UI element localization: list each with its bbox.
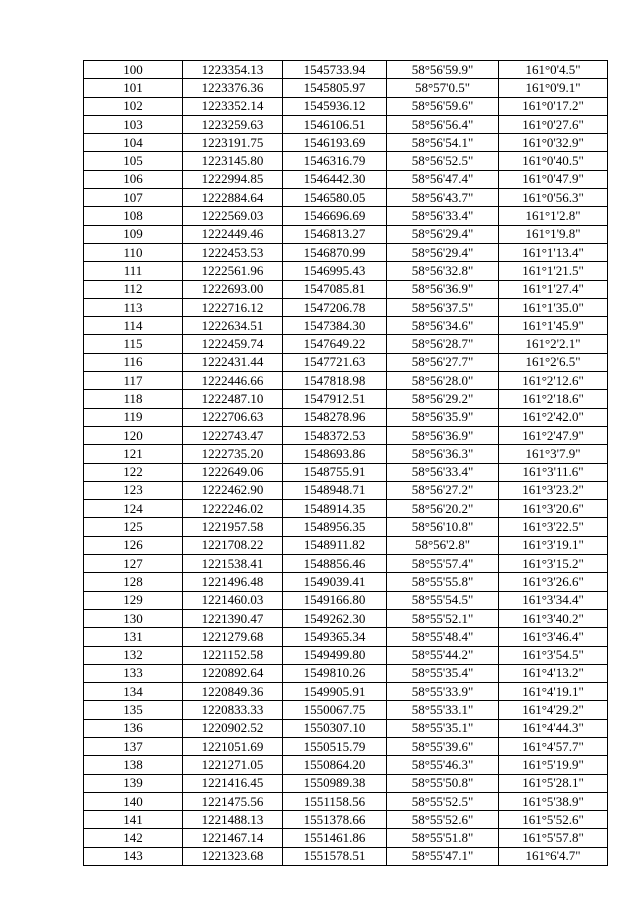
- table-row: [84, 664, 608, 682]
- table-row: [84, 79, 608, 97]
- point-number-cell: 139: [84, 774, 183, 792]
- latitude-cell: 58°56'56.4": [387, 115, 499, 133]
- longitude-cell: 161°3'19.1": [499, 536, 608, 554]
- latitude-cell: 58°55'52.5": [387, 792, 499, 810]
- table-row: [84, 170, 608, 188]
- y-coordinate-cell: 1550864.20: [283, 756, 387, 774]
- longitude-cell: 161°1'27.4": [499, 280, 608, 298]
- longitude-cell: 161°4'13.2": [499, 664, 608, 682]
- x-coordinate-cell: 1221271.05: [183, 756, 283, 774]
- table-row: [84, 536, 608, 554]
- y-coordinate-cell: 1545733.94: [283, 61, 387, 79]
- latitude-cell: 58°56'29.2": [387, 390, 499, 408]
- table-row: [84, 426, 608, 444]
- y-coordinate-cell: 1551378.66: [283, 811, 387, 829]
- longitude-cell: 161°0'40.5": [499, 152, 608, 170]
- point-number-cell: 134: [84, 683, 183, 701]
- x-coordinate-cell: 1223259.63: [183, 115, 283, 133]
- x-coordinate-cell: 1222884.64: [183, 189, 283, 207]
- point-number-cell: 133: [84, 664, 183, 682]
- y-coordinate-cell: 1548911.82: [283, 536, 387, 554]
- latitude-cell: 58°55'35.4": [387, 664, 499, 682]
- longitude-cell: 161°1'9.8": [499, 225, 608, 243]
- table-row: [84, 609, 608, 627]
- x-coordinate-cell: 1221488.13: [183, 811, 283, 829]
- longitude-cell: 161°3'15.2": [499, 555, 608, 573]
- point-number-cell: 128: [84, 573, 183, 591]
- x-coordinate-cell: 1222487.10: [183, 390, 283, 408]
- x-coordinate-cell: 1221957.58: [183, 518, 283, 536]
- latitude-cell: 58°56'36.9": [387, 426, 499, 444]
- y-coordinate-cell: 1547912.51: [283, 390, 387, 408]
- longitude-cell: 161°5'57.8": [499, 829, 608, 847]
- x-coordinate-cell: 1221475.56: [183, 792, 283, 810]
- point-number-cell: 142: [84, 829, 183, 847]
- point-number-cell: 110: [84, 243, 183, 261]
- point-number-cell: 104: [84, 134, 183, 152]
- point-number-cell: 136: [84, 719, 183, 737]
- point-number-cell: 117: [84, 372, 183, 390]
- longitude-cell: 161°3'40.2": [499, 609, 608, 627]
- x-coordinate-cell: 1222246.02: [183, 500, 283, 518]
- y-coordinate-cell: 1547721.63: [283, 353, 387, 371]
- y-coordinate-cell: 1548856.46: [283, 555, 387, 573]
- point-number-cell: 127: [84, 555, 183, 573]
- x-coordinate-cell: 1222431.44: [183, 353, 283, 371]
- y-coordinate-cell: 1546995.43: [283, 262, 387, 280]
- y-coordinate-cell: 1549810.26: [283, 664, 387, 682]
- y-coordinate-cell: 1546696.69: [283, 207, 387, 225]
- latitude-cell: 58°56'27.2": [387, 481, 499, 499]
- latitude-cell: 58°56'2.8": [387, 536, 499, 554]
- point-number-cell: 120: [84, 426, 183, 444]
- y-coordinate-cell: 1546580.05: [283, 189, 387, 207]
- latitude-cell: 58°55'39.6": [387, 737, 499, 755]
- latitude-cell: 58°56'54.1": [387, 134, 499, 152]
- point-number-cell: 107: [84, 189, 183, 207]
- table-row: [84, 847, 608, 865]
- longitude-cell: 161°0'32.9": [499, 134, 608, 152]
- point-number-cell: 122: [84, 463, 183, 481]
- longitude-cell: 161°5'52.6": [499, 811, 608, 829]
- point-number-cell: 108: [84, 207, 183, 225]
- y-coordinate-cell: 1548914.35: [283, 500, 387, 518]
- longitude-cell: 161°0'17.2": [499, 97, 608, 115]
- x-coordinate-cell: 1223376.36: [183, 79, 283, 97]
- x-coordinate-cell: 1223354.13: [183, 61, 283, 79]
- x-coordinate-cell: 1222735.20: [183, 445, 283, 463]
- longitude-cell: 161°5'28.1": [499, 774, 608, 792]
- longitude-cell: 161°4'44.3": [499, 719, 608, 737]
- x-coordinate-cell: 1222994.85: [183, 170, 283, 188]
- y-coordinate-cell: 1546813.27: [283, 225, 387, 243]
- latitude-cell: 58°56'28.0": [387, 372, 499, 390]
- longitude-cell: 161°4'57.7": [499, 737, 608, 755]
- latitude-cell: 58°55'44.2": [387, 646, 499, 664]
- latitude-cell: 58°56'20.2": [387, 500, 499, 518]
- longitude-cell: 161°0'56.3": [499, 189, 608, 207]
- longitude-cell: 161°5'38.9": [499, 792, 608, 810]
- table-row: [84, 774, 608, 792]
- latitude-cell: 58°56'33.4": [387, 207, 499, 225]
- latitude-cell: 58°55'52.6": [387, 811, 499, 829]
- y-coordinate-cell: 1546316.79: [283, 152, 387, 170]
- point-number-cell: 115: [84, 335, 183, 353]
- latitude-cell: 58°55'54.5": [387, 591, 499, 609]
- latitude-cell: 58°56'10.8": [387, 518, 499, 536]
- coordinates-table: [83, 60, 608, 866]
- latitude-cell: 58°56'36.3": [387, 445, 499, 463]
- x-coordinate-cell: 1222716.12: [183, 298, 283, 316]
- point-number-cell: 129: [84, 591, 183, 609]
- x-coordinate-cell: 1221152.58: [183, 646, 283, 664]
- table-row: [84, 792, 608, 810]
- latitude-cell: 58°55'50.8": [387, 774, 499, 792]
- y-coordinate-cell: 1547818.98: [283, 372, 387, 390]
- table-row: [84, 335, 608, 353]
- y-coordinate-cell: 1549499.80: [283, 646, 387, 664]
- y-coordinate-cell: 1547649.22: [283, 335, 387, 353]
- table-row: [84, 481, 608, 499]
- longitude-cell: 161°2'12.6": [499, 372, 608, 390]
- point-number-cell: 121: [84, 445, 183, 463]
- longitude-cell: 161°5'19.9": [499, 756, 608, 774]
- point-number-cell: 105: [84, 152, 183, 170]
- x-coordinate-cell: 1221708.22: [183, 536, 283, 554]
- point-number-cell: 138: [84, 756, 183, 774]
- table-row: [84, 298, 608, 316]
- longitude-cell: 161°3'11.6": [499, 463, 608, 481]
- x-coordinate-cell: 1223145.80: [183, 152, 283, 170]
- x-coordinate-cell: 1222693.00: [183, 280, 283, 298]
- longitude-cell: 161°3'20.6": [499, 500, 608, 518]
- y-coordinate-cell: 1551158.56: [283, 792, 387, 810]
- y-coordinate-cell: 1546442.30: [283, 170, 387, 188]
- y-coordinate-cell: 1548956.35: [283, 518, 387, 536]
- latitude-cell: 58°56'32.8": [387, 262, 499, 280]
- table-row: [84, 280, 608, 298]
- longitude-cell: 161°2'47.9": [499, 426, 608, 444]
- y-coordinate-cell: 1549262.30: [283, 609, 387, 627]
- x-coordinate-cell: 1221460.03: [183, 591, 283, 609]
- table-row: [84, 152, 608, 170]
- longitude-cell: 161°3'7.9": [499, 445, 608, 463]
- x-coordinate-cell: 1221051.69: [183, 737, 283, 755]
- longitude-cell: 161°3'26.6": [499, 573, 608, 591]
- table-row: [84, 115, 608, 133]
- coordinates-table-body: [84, 61, 608, 866]
- point-number-cell: 126: [84, 536, 183, 554]
- point-number-cell: 102: [84, 97, 183, 115]
- table-row: [84, 591, 608, 609]
- point-number-cell: 125: [84, 518, 183, 536]
- table-row: [84, 134, 608, 152]
- point-number-cell: 118: [84, 390, 183, 408]
- y-coordinate-cell: 1550515.79: [283, 737, 387, 755]
- latitude-cell: 58°55'55.8": [387, 573, 499, 591]
- longitude-cell: 161°0'27.6": [499, 115, 608, 133]
- table-row: [84, 500, 608, 518]
- y-coordinate-cell: 1551578.51: [283, 847, 387, 865]
- y-coordinate-cell: 1549365.34: [283, 628, 387, 646]
- point-number-cell: 135: [84, 701, 183, 719]
- point-number-cell: 116: [84, 353, 183, 371]
- longitude-cell: 161°2'18.6": [499, 390, 608, 408]
- x-coordinate-cell: 1220849.36: [183, 683, 283, 701]
- y-coordinate-cell: 1550067.75: [283, 701, 387, 719]
- point-number-cell: 101: [84, 79, 183, 97]
- latitude-cell: 58°55'33.1": [387, 701, 499, 719]
- point-number-cell: 109: [84, 225, 183, 243]
- table-row: [84, 518, 608, 536]
- y-coordinate-cell: 1547206.78: [283, 298, 387, 316]
- longitude-cell: 161°1'2.8": [499, 207, 608, 225]
- table-row: [84, 683, 608, 701]
- latitude-cell: 58°55'46.3": [387, 756, 499, 774]
- x-coordinate-cell: 1221538.41: [183, 555, 283, 573]
- table-row: [84, 719, 608, 737]
- table-row: [84, 317, 608, 335]
- y-coordinate-cell: 1548755.91: [283, 463, 387, 481]
- latitude-cell: 58°55'52.1": [387, 609, 499, 627]
- longitude-cell: 161°2'6.5": [499, 353, 608, 371]
- longitude-cell: 161°0'9.1": [499, 79, 608, 97]
- y-coordinate-cell: 1547085.81: [283, 280, 387, 298]
- latitude-cell: 58°55'48.4": [387, 628, 499, 646]
- latitude-cell: 58°56'59.9": [387, 61, 499, 79]
- table-row: [84, 408, 608, 426]
- x-coordinate-cell: 1222649.06: [183, 463, 283, 481]
- longitude-cell: 161°1'21.5": [499, 262, 608, 280]
- y-coordinate-cell: 1548948.71: [283, 481, 387, 499]
- point-number-cell: 106: [84, 170, 183, 188]
- longitude-cell: 161°1'13.4": [499, 243, 608, 261]
- y-coordinate-cell: 1545936.12: [283, 97, 387, 115]
- latitude-cell: 58°57'0.5": [387, 79, 499, 97]
- point-number-cell: 140: [84, 792, 183, 810]
- latitude-cell: 58°56'29.4": [387, 225, 499, 243]
- table-row: [84, 628, 608, 646]
- point-number-cell: 119: [84, 408, 183, 426]
- latitude-cell: 58°56'36.9": [387, 280, 499, 298]
- point-number-cell: 132: [84, 646, 183, 664]
- table-row: [84, 829, 608, 847]
- point-number-cell: 114: [84, 317, 183, 335]
- x-coordinate-cell: 1220902.52: [183, 719, 283, 737]
- longitude-cell: 161°3'46.4": [499, 628, 608, 646]
- y-coordinate-cell: 1547384.30: [283, 317, 387, 335]
- y-coordinate-cell: 1546193.69: [283, 134, 387, 152]
- latitude-cell: 58°56'59.6": [387, 97, 499, 115]
- point-number-cell: 131: [84, 628, 183, 646]
- point-number-cell: 113: [84, 298, 183, 316]
- point-number-cell: 124: [84, 500, 183, 518]
- x-coordinate-cell: 1222634.51: [183, 317, 283, 335]
- x-coordinate-cell: 1222459.74: [183, 335, 283, 353]
- table-row: [84, 811, 608, 829]
- x-coordinate-cell: 1222743.47: [183, 426, 283, 444]
- x-coordinate-cell: 1220833.33: [183, 701, 283, 719]
- longitude-cell: 161°0'4.5": [499, 61, 608, 79]
- point-number-cell: 130: [84, 609, 183, 627]
- longitude-cell: 161°0'47.9": [499, 170, 608, 188]
- x-coordinate-cell: 1221323.68: [183, 847, 283, 865]
- table-row: [84, 701, 608, 719]
- x-coordinate-cell: 1221496.48: [183, 573, 283, 591]
- longitude-cell: 161°3'23.2": [499, 481, 608, 499]
- latitude-cell: 58°55'35.1": [387, 719, 499, 737]
- point-number-cell: 112: [84, 280, 183, 298]
- longitude-cell: 161°4'29.2": [499, 701, 608, 719]
- x-coordinate-cell: 1223191.75: [183, 134, 283, 152]
- y-coordinate-cell: 1549039.41: [283, 573, 387, 591]
- y-coordinate-cell: 1549905.91: [283, 683, 387, 701]
- table-row: [84, 353, 608, 371]
- latitude-cell: 58°56'43.7": [387, 189, 499, 207]
- latitude-cell: 58°55'57.4": [387, 555, 499, 573]
- x-coordinate-cell: 1221416.45: [183, 774, 283, 792]
- longitude-cell: 161°4'19.1": [499, 683, 608, 701]
- y-coordinate-cell: 1551461.86: [283, 829, 387, 847]
- y-coordinate-cell: 1546106.51: [283, 115, 387, 133]
- table-row: [84, 97, 608, 115]
- x-coordinate-cell: 1222561.96: [183, 262, 283, 280]
- latitude-cell: 58°56'47.4": [387, 170, 499, 188]
- point-number-cell: 137: [84, 737, 183, 755]
- latitude-cell: 58°56'37.5": [387, 298, 499, 316]
- longitude-cell: 161°3'22.5": [499, 518, 608, 536]
- longitude-cell: 161°6'4.7": [499, 847, 608, 865]
- y-coordinate-cell: 1545805.97: [283, 79, 387, 97]
- y-coordinate-cell: 1549166.80: [283, 591, 387, 609]
- latitude-cell: 58°56'33.4": [387, 463, 499, 481]
- table-row: [84, 225, 608, 243]
- x-coordinate-cell: 1222706.63: [183, 408, 283, 426]
- table-row: [84, 390, 608, 408]
- table-row: [84, 463, 608, 481]
- latitude-cell: 58°55'51.8": [387, 829, 499, 847]
- latitude-cell: 58°56'27.7": [387, 353, 499, 371]
- table-row: [84, 756, 608, 774]
- y-coordinate-cell: 1550989.38: [283, 774, 387, 792]
- x-coordinate-cell: 1221279.68: [183, 628, 283, 646]
- x-coordinate-cell: 1222446.66: [183, 372, 283, 390]
- table-row: [84, 61, 608, 79]
- x-coordinate-cell: 1221467.14: [183, 829, 283, 847]
- table-row: [84, 243, 608, 261]
- table-row: [84, 445, 608, 463]
- x-coordinate-cell: 1222462.90: [183, 481, 283, 499]
- latitude-cell: 58°55'33.9": [387, 683, 499, 701]
- point-number-cell: 123: [84, 481, 183, 499]
- point-number-cell: 141: [84, 811, 183, 829]
- x-coordinate-cell: 1221390.47: [183, 609, 283, 627]
- table-row: [84, 646, 608, 664]
- y-coordinate-cell: 1550307.10: [283, 719, 387, 737]
- longitude-cell: 161°1'35.0": [499, 298, 608, 316]
- latitude-cell: 58°56'35.9": [387, 408, 499, 426]
- x-coordinate-cell: 1223352.14: [183, 97, 283, 115]
- y-coordinate-cell: 1546870.99: [283, 243, 387, 261]
- latitude-cell: 58°56'28.7": [387, 335, 499, 353]
- table-row: [84, 207, 608, 225]
- latitude-cell: 58°56'34.6": [387, 317, 499, 335]
- table-row: [84, 555, 608, 573]
- x-coordinate-cell: 1222453.53: [183, 243, 283, 261]
- longitude-cell: 161°2'42.0": [499, 408, 608, 426]
- longitude-cell: 161°3'54.5": [499, 646, 608, 664]
- y-coordinate-cell: 1548372.53: [283, 426, 387, 444]
- x-coordinate-cell: 1222569.03: [183, 207, 283, 225]
- point-number-cell: 103: [84, 115, 183, 133]
- latitude-cell: 58°56'29.4": [387, 243, 499, 261]
- longitude-cell: 161°1'45.9": [499, 317, 608, 335]
- latitude-cell: 58°56'52.5": [387, 152, 499, 170]
- table-row: [84, 262, 608, 280]
- table-row: [84, 372, 608, 390]
- longitude-cell: 161°2'2.1": [499, 335, 608, 353]
- table-row: [84, 737, 608, 755]
- table-row: [84, 189, 608, 207]
- y-coordinate-cell: 1548693.86: [283, 445, 387, 463]
- point-number-cell: 143: [84, 847, 183, 865]
- x-coordinate-cell: 1222449.46: [183, 225, 283, 243]
- latitude-cell: 58°55'47.1": [387, 847, 499, 865]
- y-coordinate-cell: 1548278.96: [283, 408, 387, 426]
- longitude-cell: 161°3'34.4": [499, 591, 608, 609]
- point-number-cell: 100: [84, 61, 183, 79]
- table-row: [84, 573, 608, 591]
- point-number-cell: 111: [84, 262, 183, 280]
- x-coordinate-cell: 1220892.64: [183, 664, 283, 682]
